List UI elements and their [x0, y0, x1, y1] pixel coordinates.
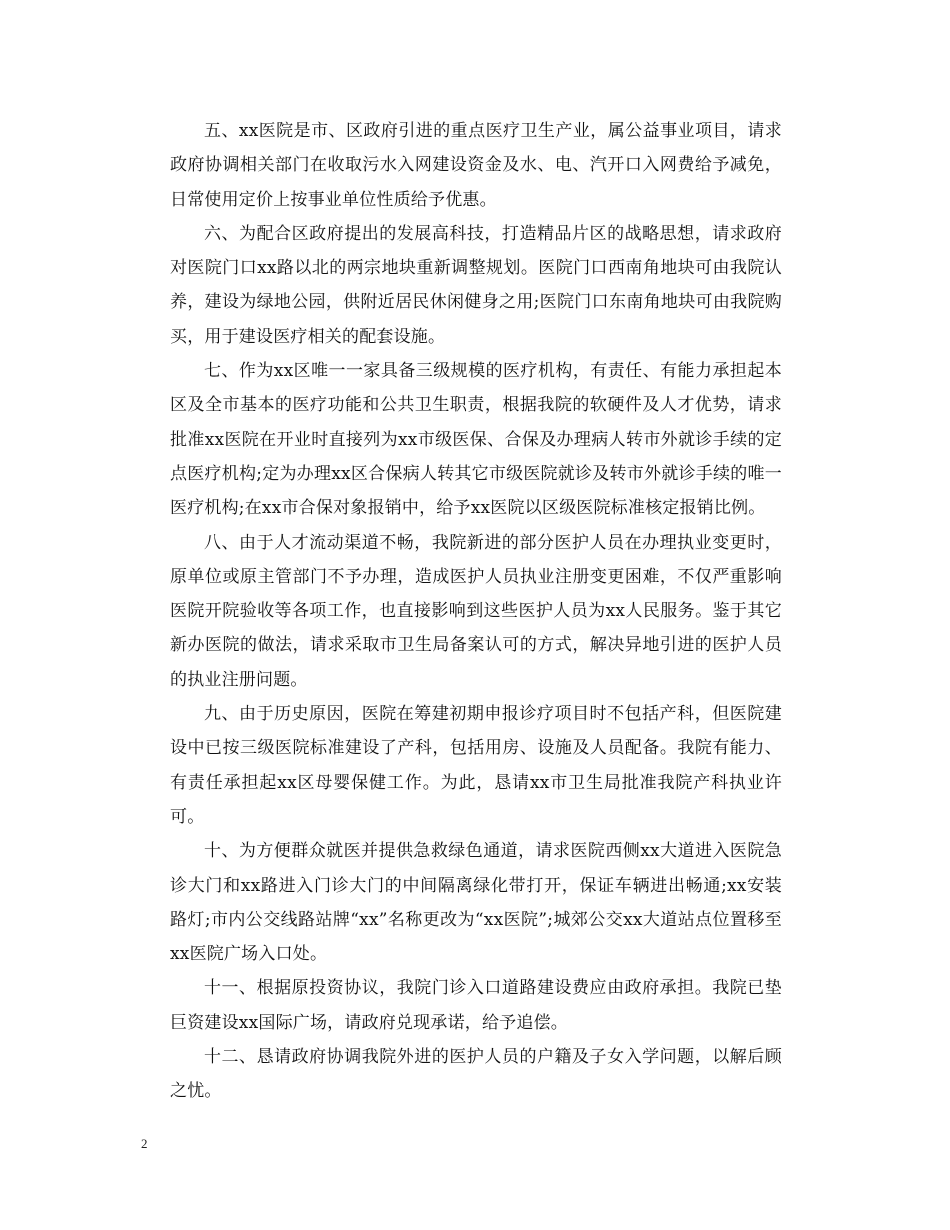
document-body	[170, 114, 782, 1109]
page-number: 2	[141, 1136, 148, 1151]
paragraph-9: 九、由于历史原因，医院在筹建初期申报诊疗项目时不包括产科，但医院建设中已按三级医院标准建设了产科，包括用房、设施及人员配备。我院有能力、有责任承担起xx区母婴保健工作。为此，恳请xx市卫生局批准我院产科执业许可。	[170, 704, 782, 827]
paragraph-8: 八、由于人才流动渠道不畅，我院新进的部分医护人员在办理执业变更时，原单位或原主管部门不予办理，造成医护人员执业注册变更困难，不仅严重影响医院开院验收等各项工作，也直接影响到这些医护人员为xx人民服务。鉴于其它新办医院的做法，请求采取市卫生局备案认可的方式，解决异地引进的医护人员的执业注册问题。	[170, 532, 782, 690]
paragraph-12: 十二、恳请政府协调我院外进的医护人员的户籍及子女入学问题，以解后顾之忧。	[170, 1047, 782, 1102]
paragraph-11: 十一、根据原投资协议，我院门诊入口道路建设费应由政府承担。我院已垫巨资建设xx国际广场，请政府兑现承诺，给予追偿。	[170, 978, 782, 1033]
paragraph-10: 十、为方便群众就医并提供急救绿色通道，请求医院西侧xx大道进入医院急诊大门和xx路进入门诊大门的中间隔离绿化带打开，保证车辆进出畅通;xx安装路灯;市内公交线路站牌“xx”名称更改为“xx医院”;城郊公交xx大道站点位置移至xx医院广场入口处。	[170, 841, 782, 965]
paragraph-5: 五、xx医院是市、区政府引进的重点医疗卫生产业，属公益事业项目，请求政府协调相关部门在收取污水入网建设资金及水、电、汽开口入网费给予减免，日常使用定价上按事业单位性质给予优惠。	[170, 121, 782, 210]
paragraph-6: 六、为配合区政府提出的发展高科技，打造精品片区的战略思想，请求政府对医院门口xx路以北的两宗地块重新调整规划。医院门口西南角地块可由我院认养，建设为绿地公园，供附近居民休闲健身之用;医院门口东南角地块可由我院购买，用于建设医疗相关的配套设施。	[170, 223, 782, 347]
paragraph-7: 七、作为xx区唯一一家具备三级规模的医疗机构，有责任、有能力承担起本区及全市基本的医疗功能和公共卫生职责，根据我院的软硬件及人才优势，请求批准xx医院在开业时直接列为xx市级医保、合保及办理病人转市外就诊手续的定点医疗机构;定为办理xx区合保病人转其它市级医院就诊及转市外就诊手续的唯一医疗机构;在xx市合保对象报销中，给予xx医院以区级医院标准核定报销比例。	[170, 361, 782, 519]
